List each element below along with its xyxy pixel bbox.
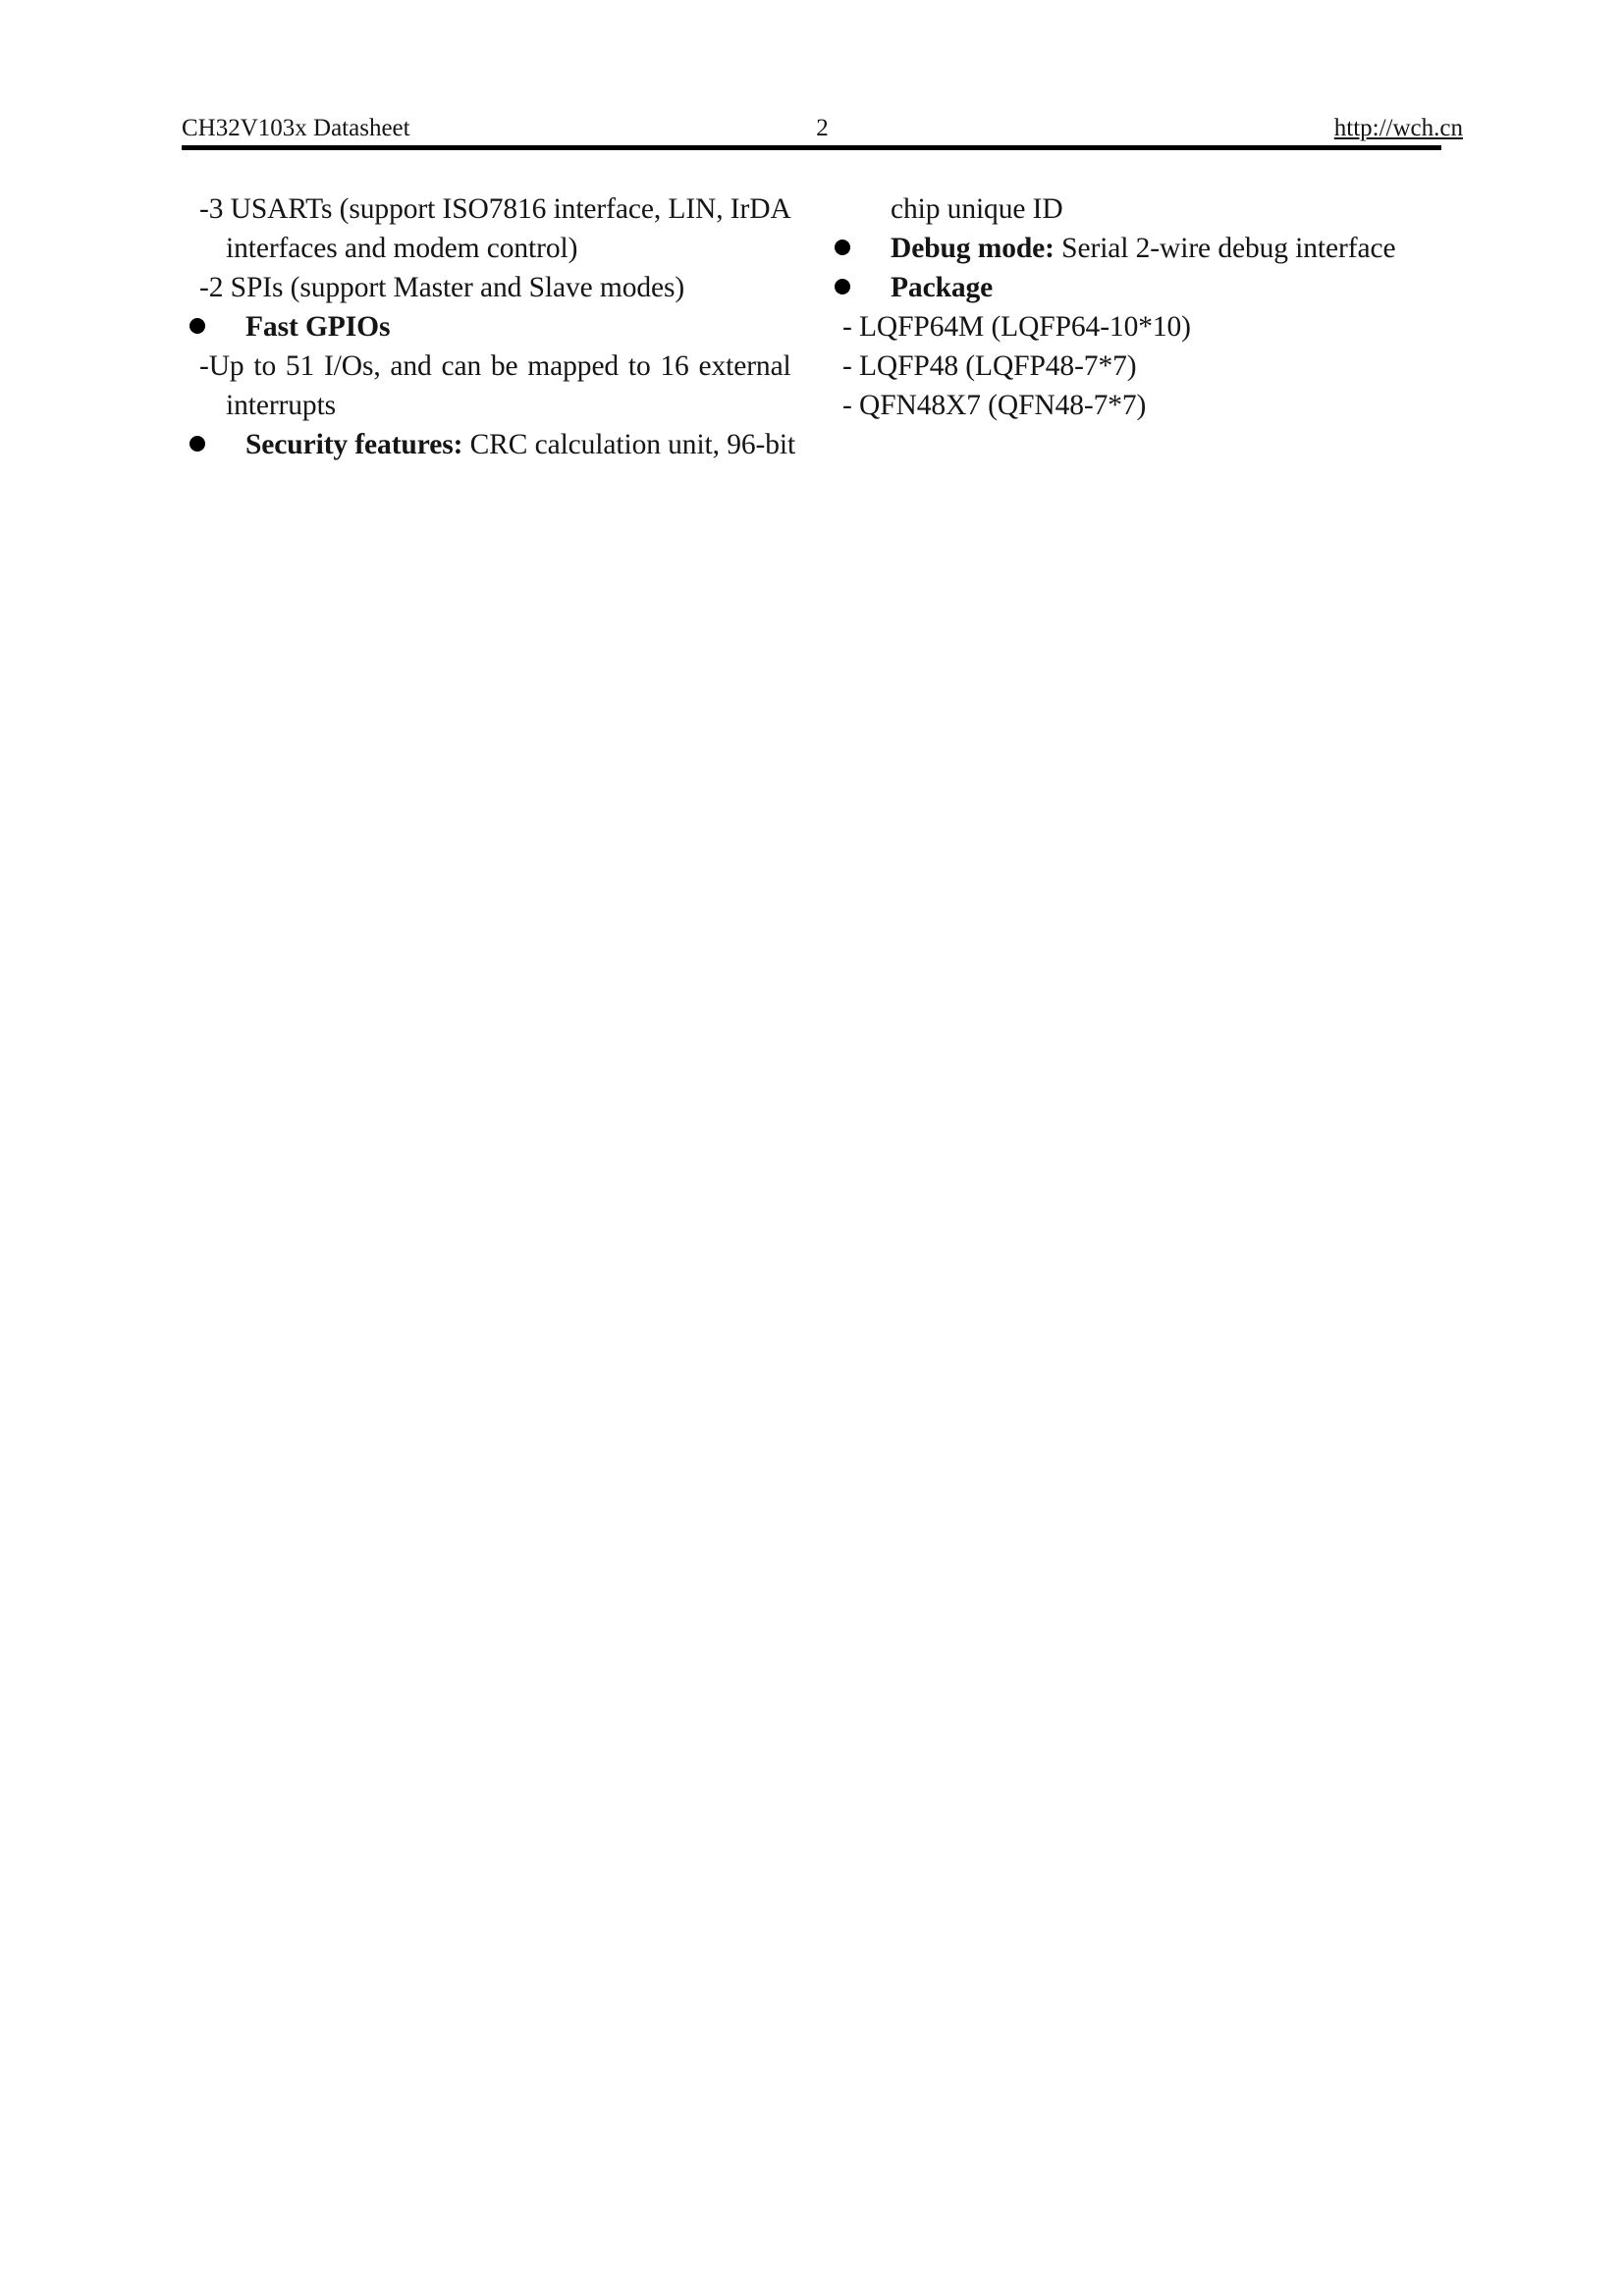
feature-label: Security features:	[245, 429, 463, 460]
package-option-line: - LQFP64M (LQFP64-10*10)	[842, 311, 1191, 343]
website-link[interactable]: http://wch.cn	[1333, 115, 1463, 141]
package-option-line: - LQFP48 (LQFP48-7*7)	[842, 350, 1137, 382]
bullet-icon	[189, 436, 205, 452]
feature-line: -2 SPIs (support Master and Slave modes)	[199, 272, 685, 303]
feature-text: CRC calculation unit, 96-bit	[462, 429, 796, 460]
feature-label: Debug mode:	[891, 233, 1055, 264]
bullet-icon	[835, 240, 850, 255]
bullet-icon	[189, 318, 205, 334]
feature-label: Fast GPIOs	[245, 311, 391, 343]
feature-line: -Up to 51 I/Os, and can be mapped to 16 external	[199, 350, 791, 382]
header-rule	[182, 145, 1441, 150]
package-option-line: - QFN48X7 (QFN48-7*7)	[842, 390, 1147, 421]
feature-label: Package	[891, 272, 994, 303]
feature-line: chip unique ID	[891, 193, 1063, 225]
feature-bullet-item	[184, 307, 797, 347]
right-column	[830, 189, 1466, 425]
feature-line: interrupts	[226, 390, 337, 421]
feature-line: interfaces and modem control)	[226, 233, 578, 264]
page-number: 2	[816, 115, 829, 141]
feature-bullet-item	[830, 268, 1466, 307]
page-header	[182, 114, 1463, 143]
bullet-icon	[835, 279, 850, 294]
left-column	[184, 189, 797, 464]
document-title: CH32V103x Datasheet	[182, 115, 410, 141]
feature-bullet-item	[184, 425, 797, 464]
feature-bullet-item	[830, 229, 1466, 268]
feature-text: Serial 2-wire debug interface	[1054, 233, 1396, 264]
feature-line: -3 USARTs (support ISO7816 interface, LIN, IrDA	[199, 193, 791, 225]
